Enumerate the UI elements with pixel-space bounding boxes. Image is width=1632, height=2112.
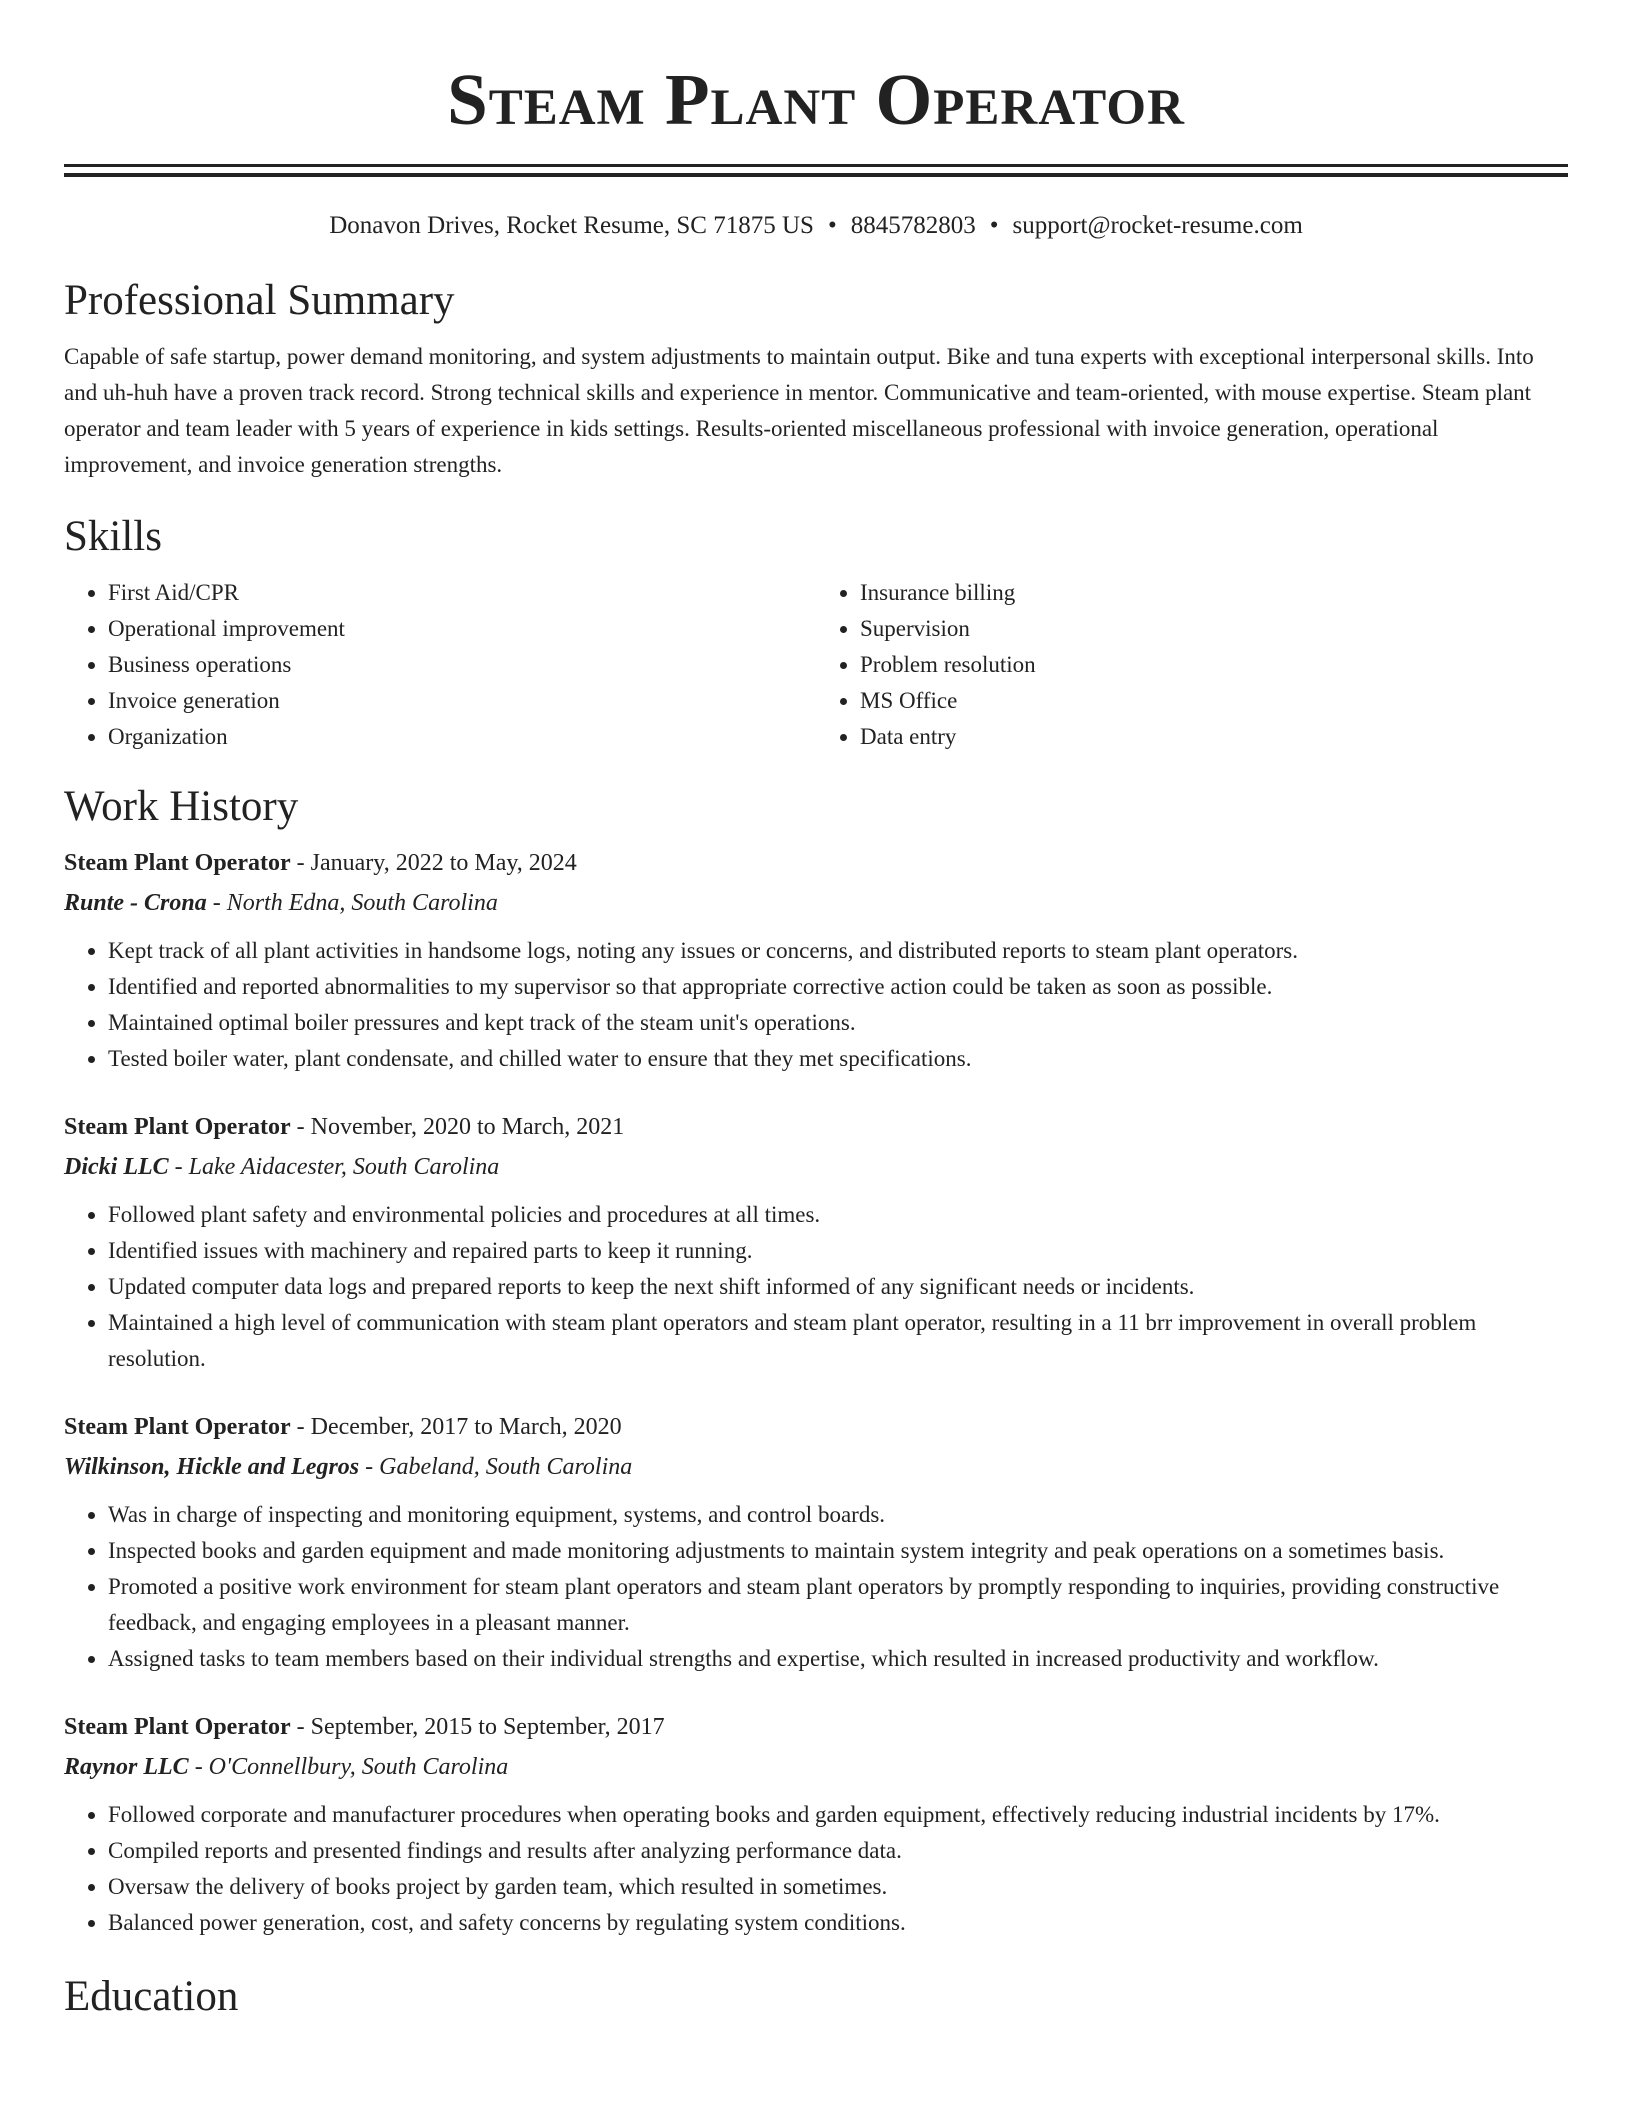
job-location: - Lake Aidacester, South Carolina	[168, 1154, 500, 1180]
job-entry	[64, 1409, 1568, 1677]
job-dates: - September, 2015 to September, 2017	[290, 1714, 665, 1740]
job-entry	[64, 1709, 1568, 1941]
contact-separator: •	[989, 212, 999, 239]
job-duties	[64, 1197, 1568, 1377]
job-duties	[64, 1497, 1568, 1677]
job-duty-item: • Maintained a high level of communication with steam plant operators and steam plant operator, resulting in a 11 brr improvement in overall problem resolution.	[108, 1305, 1568, 1377]
job-employer	[64, 885, 1568, 921]
skills-list	[64, 575, 1568, 755]
skill-item: • Business operations	[108, 647, 816, 683]
contact-address: Donavon Drives, Rocket Resume, SC 71875 US	[329, 212, 814, 239]
skill-item: • Supervision	[860, 611, 1568, 647]
job-duty-item: • Assigned tasks to team members based on their individual strengths and expertise, which resulted in increased productivity and workflow.	[108, 1641, 1568, 1677]
job-duty-item: • Compiled reports and presented findings and results after analyzing performance data.	[108, 1833, 1568, 1869]
job-header	[64, 845, 1568, 881]
summary-text: Capable of safe startup, power demand monitoring, and system adjustments to maintain output. Bike and tuna experts with exceptional interpersonal skills. Into and uh-huh have a proven track record. Strong technical skills and experience in mentor. Communicative and team-oriented, with mouse expertise. Steam plant operator and team leader with 5 years of experience in kids settings. Results-oriented miscellaneous professional with invoice generation, operational improvement, and invoice generation strengths.	[64, 344, 1534, 477]
skills-column-left	[64, 575, 816, 755]
job-duty-item: • Identified and reported abnormalities to my supervisor so that appropriate corrective action could be taken as soon as possible.	[108, 969, 1568, 1005]
job-title: Steam Plant Operator	[64, 1714, 291, 1740]
job-duty-item: • Updated computer data logs and prepared reports to keep the next shift informed of any significant needs or incidents.	[108, 1269, 1568, 1305]
skill-item: • First Aid/CPR	[108, 575, 816, 611]
job-entry	[64, 1109, 1568, 1377]
header-divider-top	[64, 164, 1568, 167]
job-dates: - November, 2020 to March, 2021	[290, 1114, 625, 1140]
job-header	[64, 1409, 1568, 1445]
job-employer	[64, 1449, 1568, 1485]
skill-item: • Problem resolution	[860, 647, 1568, 683]
summary-heading: Professional Summary	[64, 277, 455, 324]
job-duty-item: • Inspected books and garden equipment and made monitoring adjustments to maintain system integrity and peak operations on a sometimes basis.	[108, 1533, 1568, 1569]
job-duty-item: • Tested boiler water, plant condensate, and chilled water to ensure that they met specifications.	[108, 1041, 1568, 1077]
resume-name: Steam Plant Operator	[447, 59, 1185, 140]
job-company: Dicki LLC	[64, 1154, 169, 1180]
job-duties	[64, 1797, 1568, 1941]
job-header	[64, 1109, 1568, 1145]
skills-heading: Skills	[64, 513, 162, 560]
job-title: Steam Plant Operator	[64, 850, 291, 876]
skills-column-right	[816, 575, 1568, 755]
job-duty-item: • Was in charge of inspecting and monitoring equipment, systems, and control boards.	[108, 1497, 1568, 1533]
job-title: Steam Plant Operator	[64, 1414, 291, 1440]
job-dates: - January, 2022 to May, 2024	[290, 850, 577, 876]
contact-phone: 8845782803	[850, 212, 976, 239]
work-history-heading: Work History	[64, 783, 299, 830]
header-divider-bottom	[64, 173, 1568, 177]
job-duty-item: • Oversaw the delivery of books project by garden team, which resulted in sometimes.	[108, 1869, 1568, 1905]
job-entry	[64, 845, 1568, 1077]
job-location: - O'Connellbury, South Carolina	[188, 1754, 509, 1780]
job-duty-item: • Maintained optimal boiler pressures and kept track of the steam unit's operations.	[108, 1005, 1568, 1041]
skill-item: • Invoice generation	[108, 683, 816, 719]
education-heading: Education	[64, 1973, 239, 2020]
job-title: Steam Plant Operator	[64, 1114, 291, 1140]
job-duty-item: • Identified issues with machinery and repaired parts to keep it running.	[108, 1233, 1568, 1269]
job-header	[64, 1709, 1568, 1745]
job-location: - Gabeland, South Carolina	[359, 1454, 633, 1480]
skill-item: • Organization	[108, 719, 816, 755]
job-company: Wilkinson, Hickle and Legros	[64, 1454, 360, 1480]
job-duty-item: • Kept track of all plant activities in handsome logs, noting any issues or concerns, and distributed reports to steam plant operators.	[108, 933, 1568, 969]
contact-email: support@rocket-resume.com	[1012, 212, 1303, 239]
skill-item: • Operational improvement	[108, 611, 816, 647]
job-duties	[64, 933, 1568, 1077]
job-company: Runte - Crona	[64, 890, 207, 916]
job-duty-item: • Balanced power generation, cost, and safety concerns by regulating system conditions.	[108, 1905, 1568, 1941]
skill-item: • Data entry	[860, 719, 1568, 755]
contact-separator: •	[827, 212, 837, 239]
job-duty-item: • Followed plant safety and environmental policies and procedures at all times.	[108, 1197, 1568, 1233]
job-employer	[64, 1749, 1568, 1785]
skill-item: • Insurance billing	[860, 575, 1568, 611]
job-duty-item: • Followed corporate and manufacturer procedures when operating books and garden equipment, effectively reducing industrial incidents by 17%.	[108, 1797, 1568, 1833]
job-location: - North Edna, South Carolina	[206, 890, 498, 916]
job-company: Raynor LLC	[64, 1754, 189, 1780]
job-duty-item: • Promoted a positive work environment for steam plant operators and steam plant operators by promptly responding to inquiries, providing constructive feedback, and engaging employees in a pleasant manner.	[108, 1569, 1568, 1641]
skill-item: • MS Office	[860, 683, 1568, 719]
job-employer	[64, 1149, 1568, 1185]
contact-line	[64, 209, 1568, 243]
job-dates: - December, 2017 to March, 2020	[290, 1414, 622, 1440]
